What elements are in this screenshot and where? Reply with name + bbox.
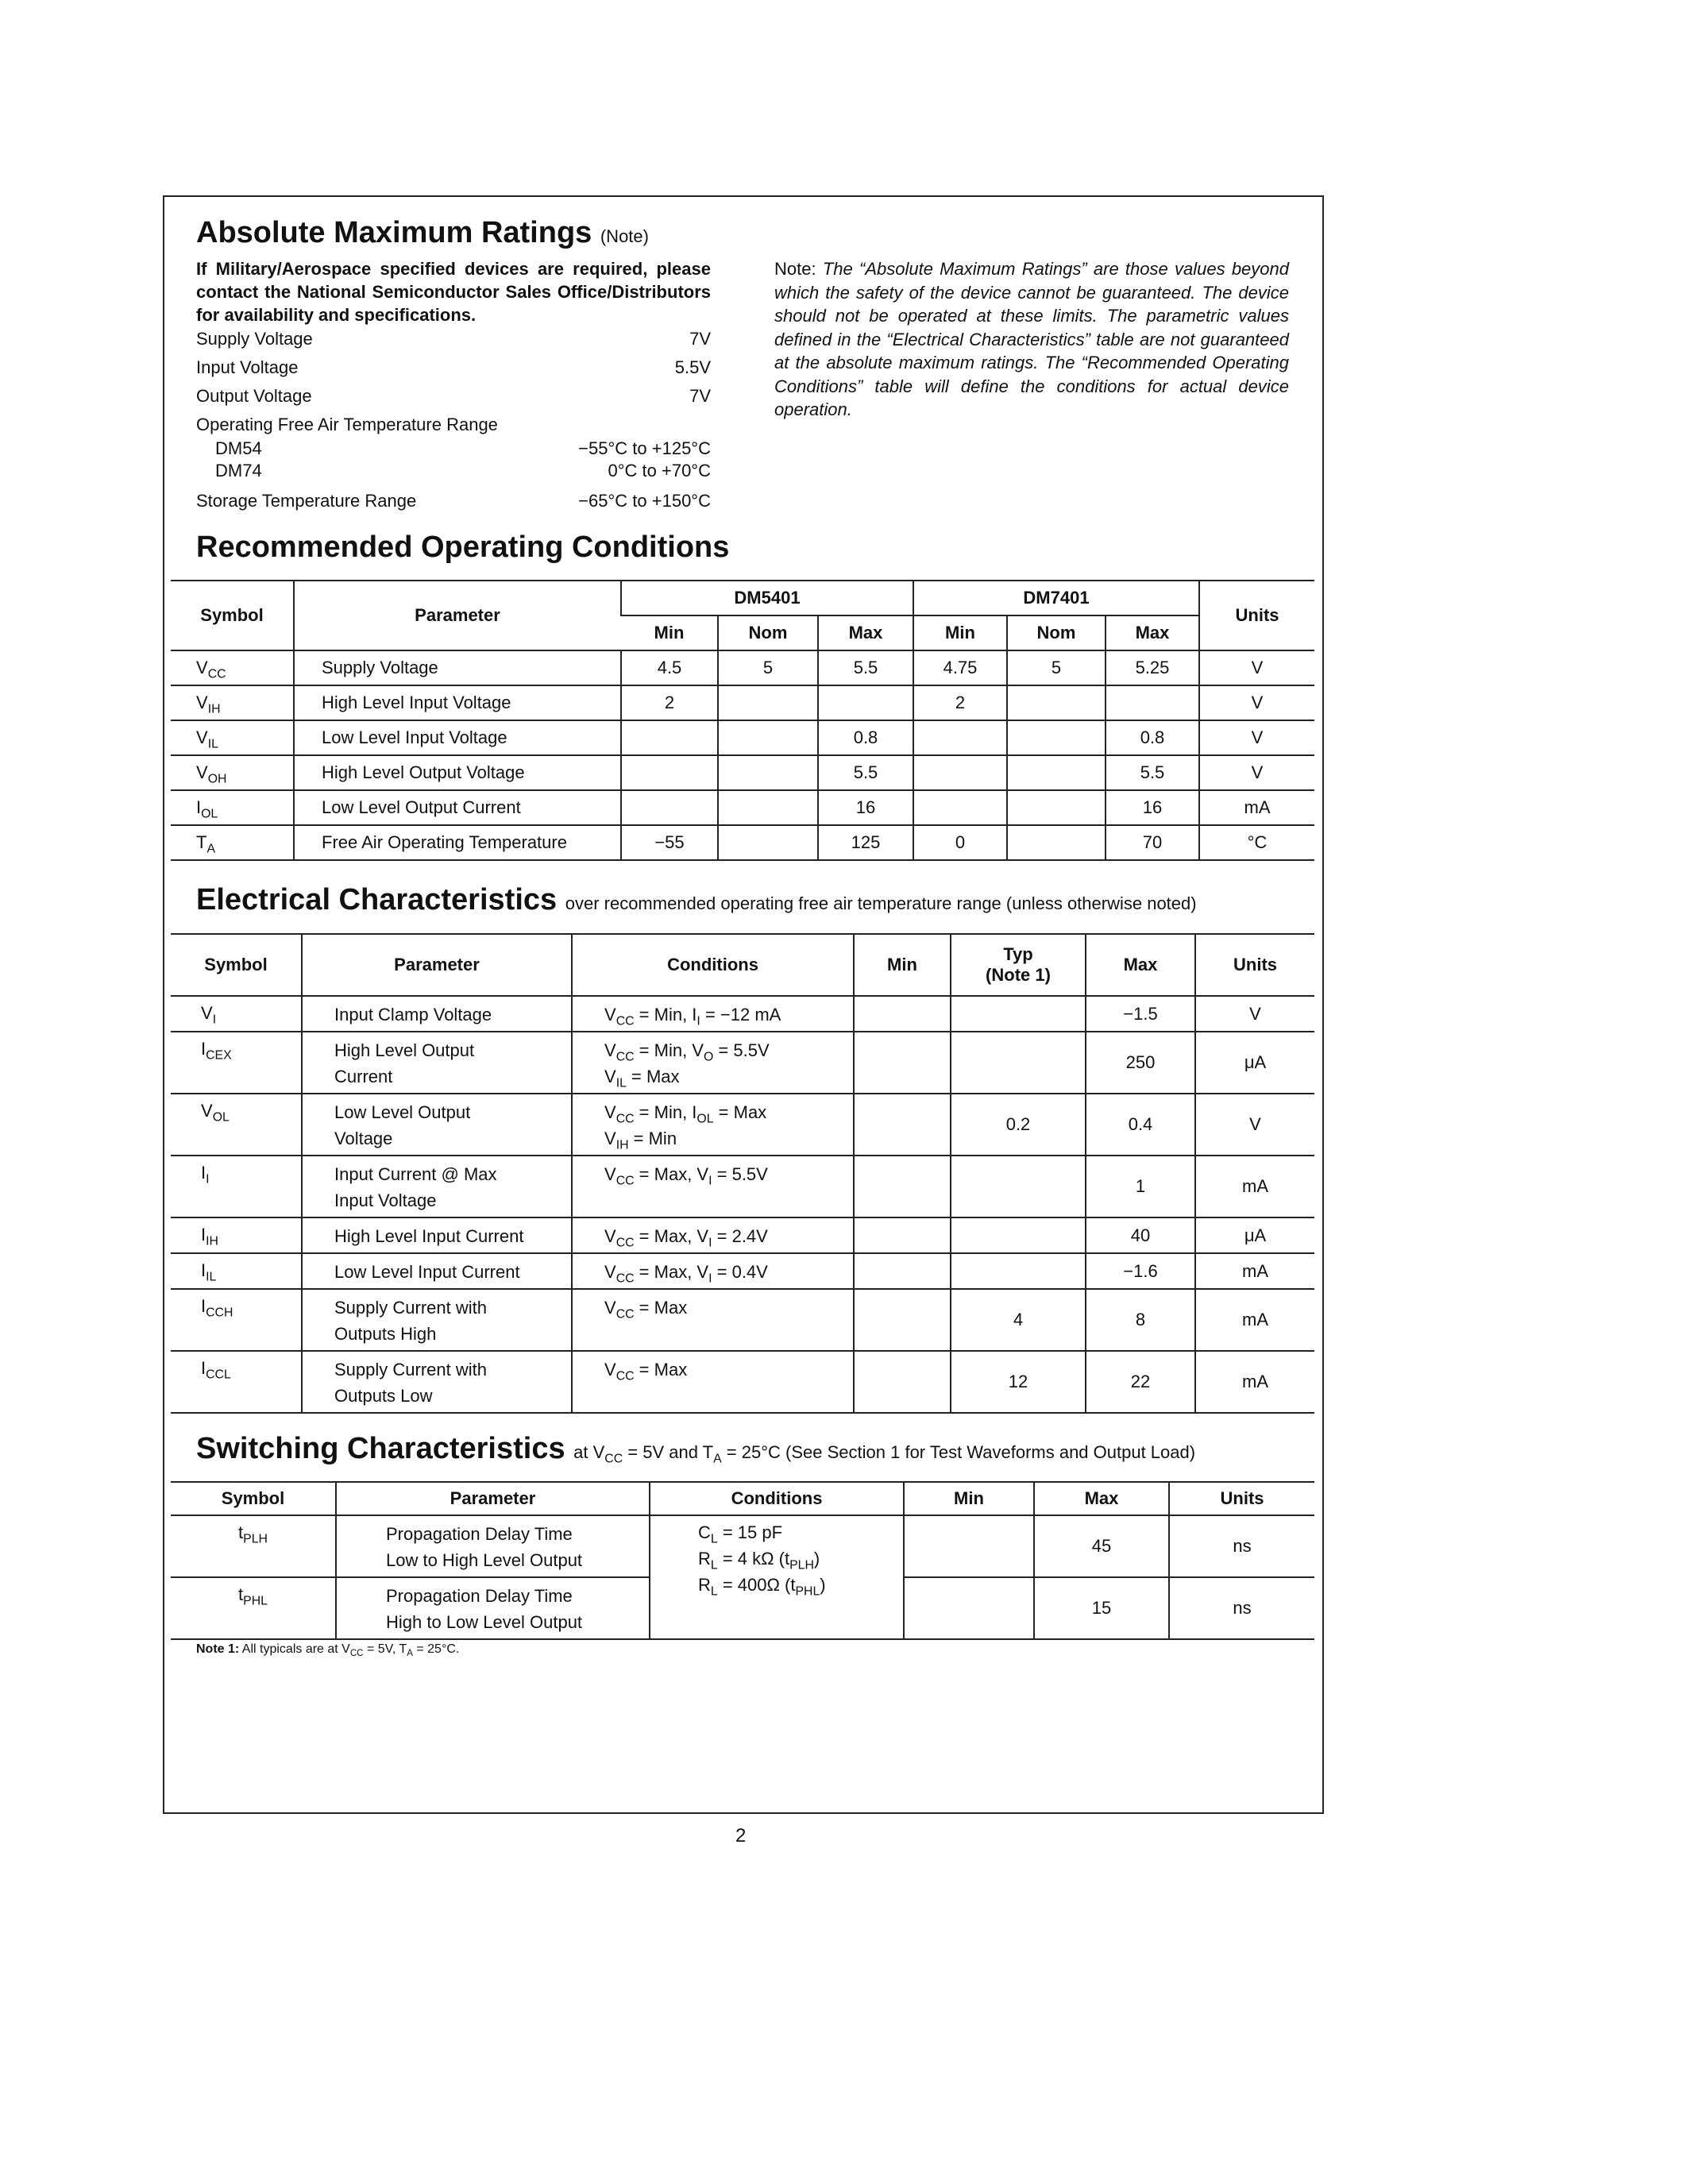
amr-row-value: 5.5V [674,357,711,377]
ec-parameter: Input Clamp Voltage [302,996,572,1032]
roc-value: 5 [1007,650,1106,685]
amr-row-value: 0°C to +70°C [608,461,711,480]
sc-header-min: Min [904,1482,1034,1515]
amr-row-value: −55°C to +125°C [578,438,711,458]
roc-value: 0.8 [818,720,913,755]
ec-typ: 4 [951,1289,1086,1351]
roc-value: 125 [818,825,913,860]
table-row [171,1094,1314,1156]
ec-max: 250 [1086,1032,1195,1094]
amr-row-label: Input Voltage [196,357,299,377]
ec-symbol: $I_{IL}$ [171,1253,302,1289]
roc-unit: V [1199,755,1314,790]
amr-note-text: The “Absolute Maximum Ratings” are those values beyond which the safety of the device cannot be guaranteed. The device should not be operated at these limits. The parametric values defined in the “Electrical Characteristics” table are not guaranteed at the absolute maximum ratings. The “Recommended Operating Conditions” table will define the conditions for actual device operation. [774,259,1289,419]
ec-typ: 12 [951,1351,1086,1413]
amr-note-prefix: Note: [774,259,816,279]
ec-typ [951,1032,1086,1094]
sc-table [171,1481,1314,1640]
table-row [171,825,1314,860]
table-row [171,650,1314,685]
sc-unit: ns [1169,1577,1314,1639]
ec-parameter: Supply Current with Outputs Low [302,1351,572,1413]
roc-symbol: $V_{CC}$ [171,650,294,685]
roc-value [913,755,1007,790]
footnote: Note 1: All typicals are at $V_{CC} = 5V$, $T_A = 25^\circ C$. [196,1642,460,1659]
roc-value: 5.5 [818,650,913,685]
table-row [171,720,1314,755]
ec-header-max: Max [1086,934,1195,996]
sc-min [904,1515,1034,1577]
sc-title [196,1432,1195,1466]
roc-value [718,720,818,755]
sc-conditions: $C_L = 15$ pF $R_L = 4$ kΩ $(t_{PLH})$ $R_L = 400\Omega$ $(t_{PHL})$ [650,1515,904,1639]
roc-value: 2 [913,685,1007,720]
roc-header-nom: Nom [718,615,818,650]
roc-value: 5 [718,650,818,685]
roc-unit: mA [1199,790,1314,825]
roc-value [621,720,718,755]
ec-subtitle: over recommended operating free air temperature range (unless otherwise noted) [565,893,1197,913]
table-row [171,1253,1314,1289]
roc-value: 0.8 [1106,720,1199,755]
ec-max: 40 [1086,1217,1195,1253]
roc-value: 4.75 [913,650,1007,685]
amr-warning: If Military/Aerospace specified devices are required, please contact the National Semiconductor Sales Office/Distributors for availability and specifications. [196,259,711,325]
amr-title-note: (Note) [600,226,649,246]
ec-min [854,1351,951,1413]
roc-value: 70 [1106,825,1199,860]
ec-typ [951,996,1086,1032]
amr-row [196,329,711,351]
amr-row [196,357,711,380]
roc-value: −55 [621,825,718,860]
ec-unit: V [1195,996,1314,1032]
ec-conditions: $V_{CC}$ = Min, $I_I = -12$ mA [572,996,854,1032]
roc-value [718,790,818,825]
ec-min [854,1217,951,1253]
page-number: 2 [735,1825,747,1846]
ec-header-units: Units [1195,934,1314,996]
sc-header-symbol: Symbol [171,1482,336,1515]
ec-min [854,1032,951,1094]
sc-max: 45 [1034,1515,1169,1577]
roc-symbol: $V_{OH}$ [171,755,294,790]
roc-header-units: Units [1199,581,1314,650]
amr-row-label: DM54 [215,438,262,458]
amr-row [196,491,711,513]
roc-parameter: Free Air Operating Temperature [294,825,621,860]
sc-max: 15 [1034,1577,1169,1639]
table-row [171,1156,1314,1217]
ec-conditions: $V_{CC}$ = Max, $V_I = 2.4V$ [572,1217,854,1253]
roc-value [621,790,718,825]
roc-symbol: $I_{OL}$ [171,790,294,825]
ec-typ [951,1253,1086,1289]
table-row [171,996,1314,1032]
ec-conditions: $V_{CC}$ = Min, $I_{OL}$ = Max $V_{IH}$ = Min [572,1094,854,1156]
table-row [171,685,1314,720]
roc-value [621,755,718,790]
ec-header-parameter: Parameter [302,934,572,996]
amr-note [774,257,1289,422]
ec-header-min: Min [854,934,951,996]
table-row [171,1289,1314,1351]
roc-value [1007,790,1106,825]
roc-value: 0 [913,825,1007,860]
ec-symbol: $I_{IH}$ [171,1217,302,1253]
roc-unit: °C [1199,825,1314,860]
table-row [171,1351,1314,1413]
roc-parameter: High Level Input Voltage [294,685,621,720]
roc-header-min: Min [621,615,718,650]
amr-row-label: Output Voltage [196,386,312,406]
ec-min [854,1289,951,1351]
roc-value [818,685,913,720]
ec-symbol: $V_I$ [171,996,302,1032]
sc-header-conditions: Conditions [650,1482,904,1515]
ec-symbol: $I_{CEX}$ [171,1032,302,1094]
roc-value: 5.25 [1106,650,1199,685]
ec-title [196,883,1197,917]
roc-table [171,580,1314,861]
roc-value: 16 [818,790,913,825]
amr-title-text: Absolute Maximum Ratings [196,216,592,249]
ec-min [854,1156,951,1217]
sc-symbol: $t_{PHL}$ [171,1577,336,1639]
ec-header-typ: Typ (Note 1) [951,934,1086,996]
roc-header-dm7401: DM7401 [913,581,1199,615]
roc-parameter: High Level Output Voltage [294,755,621,790]
ec-unit: V [1195,1094,1314,1156]
ec-parameter: High Level Output Current [302,1032,572,1094]
roc-header-min: Min [913,615,1007,650]
ec-parameter: High Level Input Current [302,1217,572,1253]
table-row [171,1515,1314,1577]
amr-title [196,216,649,250]
ec-parameter: Input Current @ Max Input Voltage [302,1156,572,1217]
roc-title: Recommended Operating Conditions [196,531,730,564]
roc-value [1106,685,1199,720]
amr-row [196,461,711,483]
roc-header-max: Max [1106,615,1199,650]
roc-value [913,720,1007,755]
sc-subtitle: at $V_{CC} = 5V$ and $T_A = 25^\circ C$ (See Section 1 for Test Waveforms and Output Load) [573,1442,1196,1466]
ec-conditions: $V_{CC}$ = Max, $V_I = 5.5V$ [572,1156,854,1217]
ec-header-symbol: Symbol [171,934,302,996]
amr-row-label: Operating Free Air Temperature Range [196,415,498,434]
sc-title-text: Switching Characteristics [196,1432,565,1465]
sc-header-max: Max [1034,1482,1169,1515]
amr-row-label: DM74 [215,461,262,480]
sc-min [904,1577,1034,1639]
roc-symbol: $V_{IL}$ [171,720,294,755]
roc-value [718,825,818,860]
roc-value: 2 [621,685,718,720]
ec-header-conditions: Conditions [572,934,854,996]
amr-row-value: −65°C to +150°C [578,491,711,511]
roc-value [1007,825,1106,860]
roc-symbol: $V_{IH}$ [171,685,294,720]
ec-symbol: $I_{CCH}$ [171,1289,302,1351]
roc-value: 5.5 [818,755,913,790]
amr-row [196,415,711,437]
ec-typ [951,1217,1086,1253]
ec-max: 22 [1086,1351,1195,1413]
roc-unit: V [1199,685,1314,720]
roc-value [718,755,818,790]
sc-symbol: $t_{PLH}$ [171,1515,336,1577]
ec-typ [951,1156,1086,1217]
ec-conditions: $V_{CC}$ = Max, $V_I = 0.4V$ [572,1253,854,1289]
ec-min [854,1253,951,1289]
sc-parameter: Propagation Delay Time High to Low Level Output [336,1577,650,1639]
roc-parameter: Low Level Input Voltage [294,720,621,755]
ec-max: −1.6 [1086,1253,1195,1289]
roc-header-dm5401: DM5401 [621,581,913,615]
sc-unit: ns [1169,1515,1314,1577]
ec-max: 0.4 [1086,1094,1195,1156]
ec-title-text: Electrical Characteristics [196,883,558,916]
table-row [171,1032,1314,1094]
ec-symbol: $I_I$ [171,1156,302,1217]
roc-parameter: Supply Voltage [294,650,621,685]
amr-row-value: 7V [689,329,711,349]
roc-value [1007,720,1106,755]
ec-typ: 0.2 [951,1094,1086,1156]
table-row [171,755,1314,790]
sc-parameter: Propagation Delay Time Low to High Level Output [336,1515,650,1577]
table-row [171,1217,1314,1253]
ec-symbol: $I_{CCL}$ [171,1351,302,1413]
roc-header-max: Max [818,615,913,650]
roc-unit: V [1199,720,1314,755]
amr-row-label: Storage Temperature Range [196,491,417,511]
ec-parameter: Low Level Output Voltage [302,1094,572,1156]
sc-header-units: Units [1169,1482,1314,1515]
ec-unit: mA [1195,1289,1314,1351]
ec-conditions: $V_{CC}$ = Min, $V_O = 5.5V$ $V_{IL}$ = Max [572,1032,854,1094]
ec-conditions: $V_{CC}$ = Max [572,1289,854,1351]
ec-max: 1 [1086,1156,1195,1217]
sc-header-parameter: Parameter [336,1482,650,1515]
ec-min [854,996,951,1032]
roc-value [1007,685,1106,720]
ec-symbol: $V_{OL}$ [171,1094,302,1156]
roc-value [1007,755,1106,790]
roc-header-nom: Nom [1007,615,1106,650]
amr-row-value: 7V [689,386,711,406]
roc-value: 5.5 [1106,755,1199,790]
ec-min [854,1094,951,1156]
roc-header-symbol: Symbol [171,581,294,650]
roc-value: 4.5 [621,650,718,685]
roc-value [913,790,1007,825]
roc-header-parameter: Parameter [294,581,621,650]
roc-unit: V [1199,650,1314,685]
ec-conditions: $V_{CC}$ = Max [572,1351,854,1413]
amr-row-label: Supply Voltage [196,329,313,349]
roc-symbol: $T_A$ [171,825,294,860]
ec-unit: mA [1195,1351,1314,1413]
roc-value: 16 [1106,790,1199,825]
ec-table [171,933,1314,1414]
ec-unit: mA [1195,1156,1314,1217]
ec-unit: μA [1195,1032,1314,1094]
ec-parameter: Supply Current with Outputs High [302,1289,572,1351]
ec-unit: mA [1195,1253,1314,1289]
ec-unit: μA [1195,1217,1314,1253]
amr-row [196,438,711,461]
amr-row [196,386,711,408]
ec-max: −1.5 [1086,996,1195,1032]
table-row [171,790,1314,825]
roc-parameter: Low Level Output Current [294,790,621,825]
ec-max: 8 [1086,1289,1195,1351]
roc-value [718,685,818,720]
ec-parameter: Low Level Input Current [302,1253,572,1289]
